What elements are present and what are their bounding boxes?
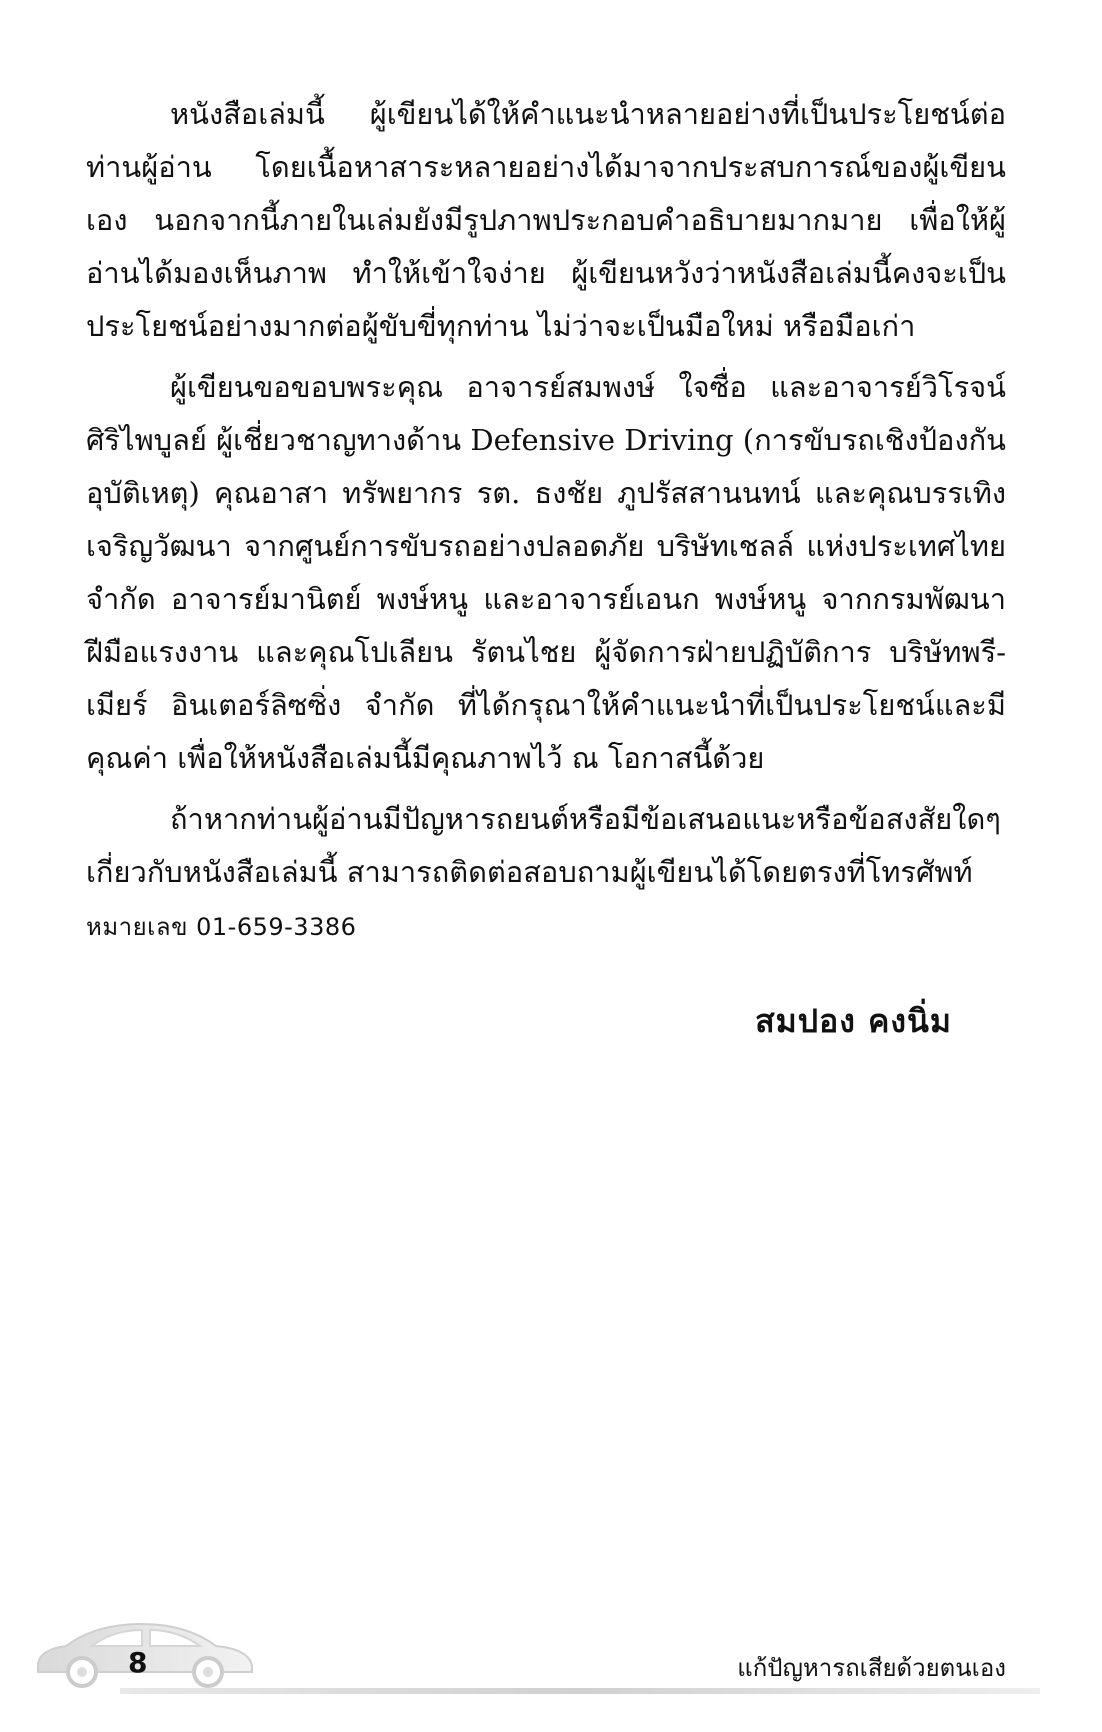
acknowledgement-paragraph: ผู้เขียนขอขอบพระคุณ อาจารย์สมพงษ์ ใจซื่อ และอาจารย์วิโรจน์ ศิริไพบูลย์ ผู้เชี่ยวชาญทางด้าน Defensive Driving (การขับรถเชิงป้องกันอุบัติเหตุ) คุณอาสา ทรัพยากร รต. ธงชัย ภูปรัสสานนทน์ และคุณบรรเทิง เจริญวัฒนา จากศูนย์การขับรถอย่างปลอดภัย บริษัทเชลล์ แห่งประเทศไทย จำกัด อาจารย์มานิตย์ พงษ์หนู และอาจารย์เอนก พงษ์หนู จากกรมพัฒนาฝีมือแรงงาน และคุณโปเลียน รัตนไชย ผู้จัดการฝ่ายปฏิบัติการ บริษัทพรี-เมียร์ อินเตอร์ลิซซิ่ง จำกัด ที่ได้กรุณาให้คำแนะนำที่เป็นประโยชน์และมีคุณค่า เพื่อให้หนังสือเล่มนี้มีคุณภาพไว้ ณ โอกาสนี้ด้วย — [86, 370, 1006, 775]
page-footer — [0, 1610, 1102, 1720]
intro-paragraph: หนังสือเล่มนี้ ผู้เขียนได้ให้คำแนะนำหลายอย่างที่เป็นประโยชน์ต่อท่านผู้อ่าน โดยเนื้อหาสาระหลายอย่างได้มาจากประสบการณ์ของผู้เขียนเอง นอกจากนี้ภายในเล่มยังมีรูปภาพประกอบคำอธิบายมากมาย เพื่อให้ผู้อ่านได้มองเห็นภาพ ทำให้เข้าใจง่าย ผู้เขียนหวังว่าหนังสือเล่มนี้คงจะเป็นประโยชน์อย่างมากต่อผู้ขับขี่ทุกท่าน ไม่ว่าจะเป็นมือใหม่ หรือมือเก่า — [86, 97, 1006, 343]
page-number: 8 — [128, 1646, 148, 1679]
contact-paragraph: ถ้าหากท่านผู้อ่านมีปัญหารถยนต์หรือมีข้อเสนอแนะหรือข้อสงสัยใดๆ เกี่ยวกับหนังสือเล่มนี้ สามารถติดต่อสอบถามผู้เขียนได้โดยตรงที่โทรศัพท์ — [86, 802, 1001, 889]
book-title: แก้ปัญหารถเสียด้วยตนเอง — [737, 1654, 1006, 1682]
phone-number: หมายเลข 01-659-3386 — [86, 913, 357, 941]
page-body — [86, 88, 1006, 947]
author-signature: สมปอง คงนิ่ม — [755, 1002, 952, 1040]
footer-divider — [120, 1688, 1040, 1694]
